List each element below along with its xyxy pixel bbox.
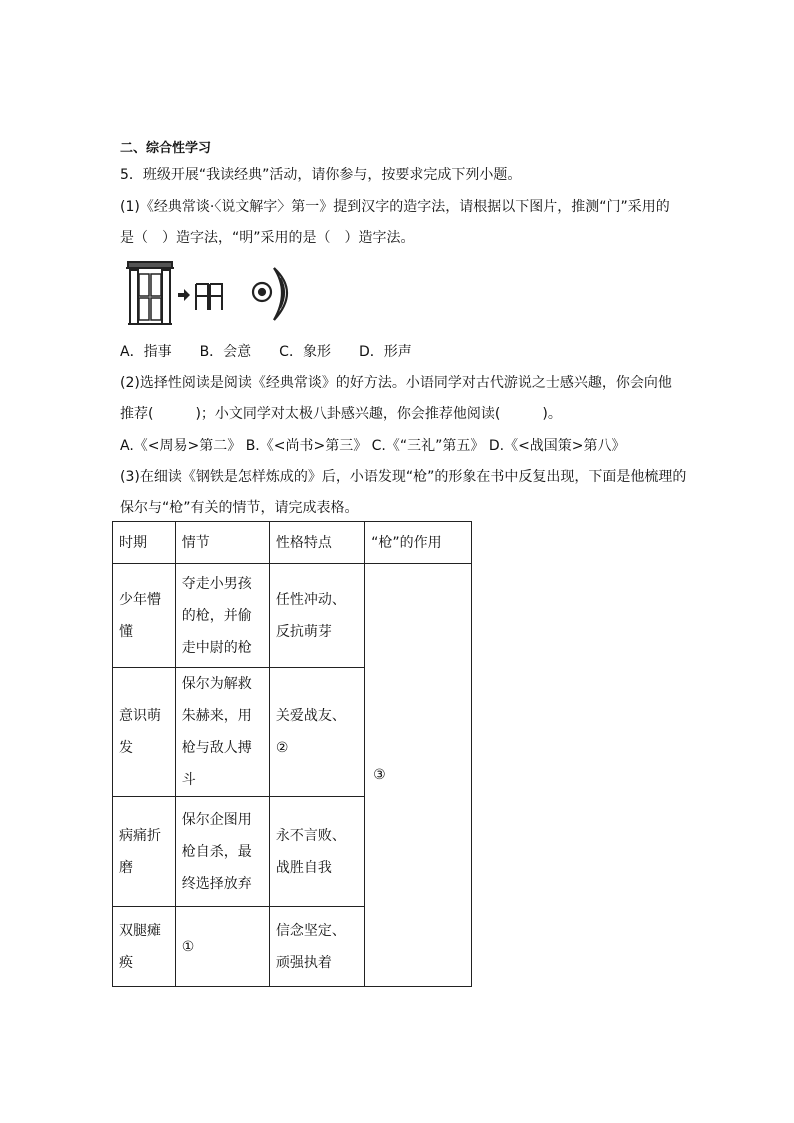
cell-period: 意识萌发 xyxy=(113,668,176,797)
q3-text-line1: (3)在细读《钢铁是怎样炼成的》后，小语发现“枪”的形象在书中反复出现，下面是他梳理的 xyxy=(120,469,687,485)
table-header-row xyxy=(113,522,472,564)
plot-table xyxy=(112,521,472,987)
header-trait: 性格特点 xyxy=(269,522,364,564)
section-title: 二、综合性学习 xyxy=(120,141,212,156)
cell-plot: 保尔为解救朱赫来，用枪与敌人搏斗 xyxy=(175,668,269,797)
arrow-icon xyxy=(178,289,190,301)
cell-trait: 任性冲动、反抗萌芽 xyxy=(269,564,364,668)
cell-trait: 关爱战友、② xyxy=(269,668,364,797)
question-stem: 5．班级开展“我读经典”活动，请你参与，按要求完成下列小题。 xyxy=(120,167,522,183)
cell-period: 病痛折磨 xyxy=(113,797,176,907)
cell-period: 双腿瘫痪 xyxy=(113,907,176,987)
q2-text-line1: (2)选择性阅读是阅读《经典常谈》的好方法。小语同学对古代游说之士感兴趣，你会向他 xyxy=(120,375,672,391)
cell-period: 少年懵懂 xyxy=(113,564,176,668)
q1-text-line2: 是（ ）造字法，“明”采用的是（ ）造字法。 xyxy=(120,230,415,246)
q2-options: A.《<周易>第二》 B.《<尚书>第三》 C.《“三礼”第五》 D.《<战国策>第八》 xyxy=(120,438,626,454)
men-seal-glyph xyxy=(196,284,222,310)
character-evolution-figure xyxy=(122,258,307,330)
cell-trait: 信念坚定、顽强执着 xyxy=(269,907,364,987)
door-pictograph xyxy=(126,262,174,324)
q2-text-line2: 推荐( )；小文同学对太极八卦感兴趣，你会推荐他阅读( )。 xyxy=(120,406,562,422)
table-row xyxy=(113,564,472,668)
q1-text-line1: (1)《经典常谈·〈说文解字〉第一》提到汉字的造字法，请根据以下图片，推测“门”采用的 xyxy=(120,199,670,215)
cell-plot: ① xyxy=(175,907,269,987)
q3-text-line2: 保尔与“枪”有关的情节，请完成表格。 xyxy=(120,500,359,516)
cell-gun-role-answer: ③ xyxy=(365,564,472,987)
cell-plot: 夺走小男孩的枪，并偷走中尉的枪 xyxy=(175,564,269,668)
ming-sun-moon-glyph xyxy=(253,268,287,320)
q1-options: A．指事 B．会意 C．象形 D．形声 xyxy=(120,344,412,360)
header-plot: 情节 xyxy=(175,522,269,564)
cell-plot: 保尔企图用枪自杀，最终选择放弃 xyxy=(175,797,269,907)
cell-trait: 永不言败、战胜自我 xyxy=(269,797,364,907)
header-period: 时期 xyxy=(113,522,176,564)
header-gun-role: “枪”的作用 xyxy=(365,522,472,564)
